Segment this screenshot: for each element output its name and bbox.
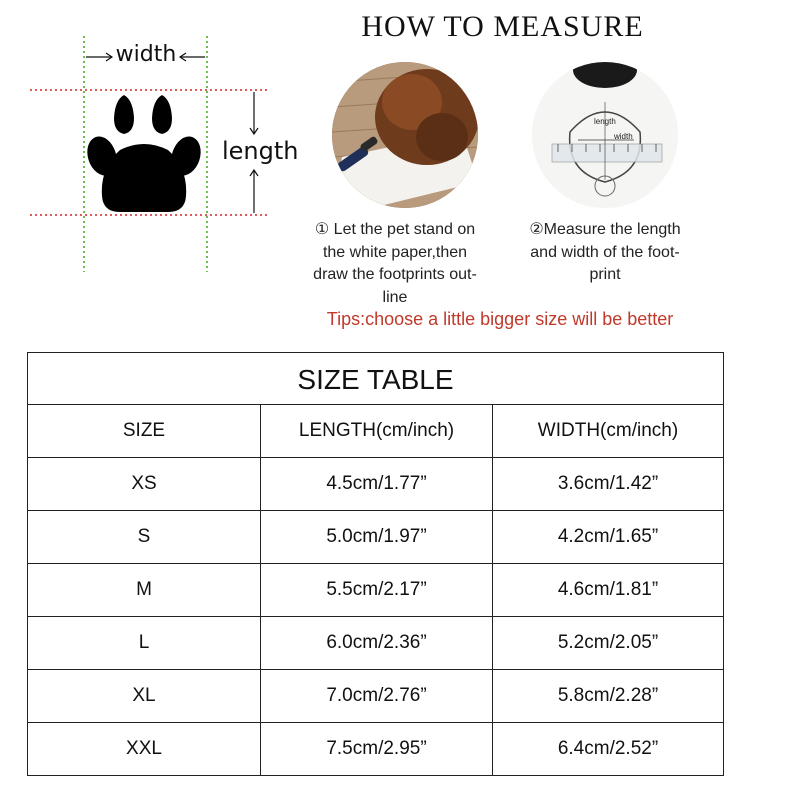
table-header-row	[28, 405, 723, 458]
width-cell: 5.8cm/2.28”	[557, 685, 659, 706]
paw-tracing-photo	[332, 62, 478, 208]
width-label: width	[115, 42, 177, 67]
length-cell: 6.0cm/2.36”	[261, 617, 493, 669]
paw-print-icon	[83, 95, 206, 212]
step-2-instructions	[507, 219, 703, 287]
table-row	[28, 723, 723, 775]
width-cell: 5.2cm/2.05”	[557, 632, 659, 653]
length-cell: 4.5cm/1.77”	[261, 458, 493, 510]
length-cell: 7.0cm/2.76”	[261, 670, 493, 722]
how-to-measure-title: HOW TO MEASURE	[361, 10, 644, 43]
table-row	[28, 458, 723, 511]
length-label: length	[222, 137, 299, 165]
width-cell: 4.6cm/1.81”	[557, 579, 659, 600]
size-cell: XL	[28, 670, 261, 722]
header-size: SIZE	[28, 405, 261, 457]
table-row	[28, 564, 723, 617]
step-1-line: ① Let the pet stand on	[314, 221, 476, 238]
sizing-tip: Tips:choose a little bigger size will be better	[326, 309, 674, 329]
header-length: LENGTH(cm/inch)	[261, 405, 493, 457]
step-2-line: and width of the foot-	[530, 243, 680, 261]
size-cell: L	[28, 617, 261, 669]
photo-width-label: width	[614, 132, 633, 141]
step-1-line: line	[382, 288, 408, 306]
size-table	[27, 352, 724, 776]
width-cell: 4.2cm/1.65”	[557, 526, 659, 547]
table-row	[28, 670, 723, 723]
length-cell: 5.5cm/2.17”	[261, 564, 493, 616]
size-cell: M	[28, 564, 261, 616]
step-2-line: print	[589, 266, 621, 283]
step-2-line: ②Measure the length	[529, 221, 681, 238]
size-cell: XXL	[28, 723, 261, 775]
length-cell: 7.5cm/2.95”	[261, 723, 493, 775]
header-width: WIDTH(cm/inch)	[537, 420, 679, 441]
width-cell: 3.6cm/1.42”	[557, 473, 659, 494]
photo-length-label: length	[594, 117, 616, 126]
step-1-instructions	[295, 219, 495, 309]
size-table-title: SIZE TABLE	[28, 353, 723, 405]
step-1-line: the white paper,then	[322, 243, 468, 261]
table-row	[28, 511, 723, 564]
step-1-line: draw the footprints out-	[313, 266, 477, 283]
length-cell: 5.0cm/1.97”	[261, 511, 493, 563]
ruler-measuring-photo	[532, 62, 678, 208]
table-row	[28, 617, 723, 670]
size-cell: XS	[28, 458, 261, 510]
paw-measure-diagram	[0, 0, 320, 300]
size-cell: S	[28, 511, 261, 563]
width-cell: 6.4cm/2.52”	[557, 738, 659, 759]
